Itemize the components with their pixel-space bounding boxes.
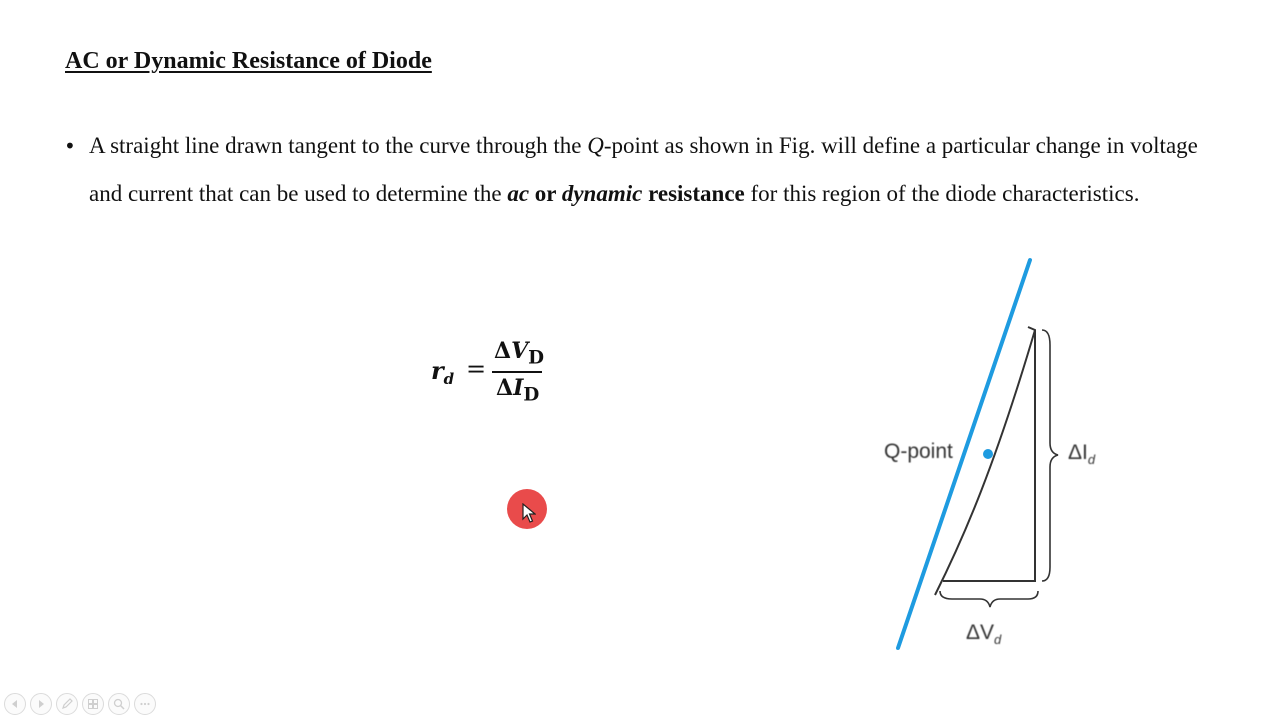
denominator-subscript: D — [523, 384, 540, 406]
dynamic-term: dynamic — [561, 181, 643, 206]
mouse-pointer-icon — [522, 503, 536, 523]
q-point-label: Q-point — [884, 440, 953, 463]
formula-numerator — [494, 338, 544, 368]
pen-icon — [60, 697, 74, 711]
numerator-subscript: D — [528, 347, 545, 369]
ac-term: ac — [507, 181, 530, 206]
delta-i-label — [1068, 441, 1095, 467]
denominator-symbol: I — [513, 375, 524, 401]
pen-button[interactable] — [56, 693, 78, 715]
previous-button[interactable] — [4, 693, 26, 715]
slide-title: AC or Dynamic Resistance of Diode — [65, 48, 432, 74]
formula-lhs-subscript: d — [443, 370, 455, 388]
next-icon — [34, 697, 48, 711]
more-icon — [138, 697, 152, 711]
dynamic-resistance-formula — [428, 338, 558, 408]
slides-grid-icon — [86, 697, 100, 711]
next-button[interactable] — [30, 693, 52, 715]
bullet-point — [64, 122, 1224, 218]
q-point-marker — [983, 449, 993, 459]
bullet-marker: • — [64, 134, 76, 158]
delta-v-label — [966, 621, 1001, 647]
slides-grid-button[interactable] — [82, 693, 104, 715]
numerator-symbol: V — [511, 338, 529, 364]
bullet-text-part-2: -point as shown in Fig. will define a particular change in voltage and current that can be used to determine the — [89, 133, 1198, 206]
q-italic: Q — [587, 133, 604, 158]
formula-lhs-symbol: r — [431, 356, 444, 385]
delta-i-subscript: d — [1087, 452, 1096, 468]
zoom-icon — [112, 697, 126, 711]
or-term: or — [529, 181, 562, 206]
zoom-button[interactable] — [108, 693, 130, 715]
formula-lhs — [431, 356, 454, 388]
formula-equals: = — [466, 355, 487, 383]
resistance-term: resistance — [642, 181, 745, 206]
tangent-figure — [870, 255, 1140, 660]
delta-v-subscript: d — [994, 632, 1002, 648]
delta-v-text: ΔV — [966, 621, 995, 644]
fraction-bar — [492, 371, 542, 373]
numerator-delta: Δ — [494, 338, 512, 364]
previous-icon — [8, 697, 22, 711]
bullet-text-part-3: for this region of the diode characteristics. — [744, 181, 1140, 206]
bullet-text — [89, 122, 1224, 218]
slideshow-toolbar — [4, 693, 156, 717]
delta-i-brace — [1042, 330, 1058, 581]
delta-i-text: ΔI — [1068, 441, 1088, 464]
denominator-delta: Δ — [496, 375, 514, 401]
bullet-text-part-1: A straight line drawn tangent to the curve through the — [89, 133, 588, 158]
delta-v-brace — [940, 591, 1038, 607]
more-options-button[interactable] — [134, 693, 156, 715]
formula-denominator — [496, 375, 539, 405]
